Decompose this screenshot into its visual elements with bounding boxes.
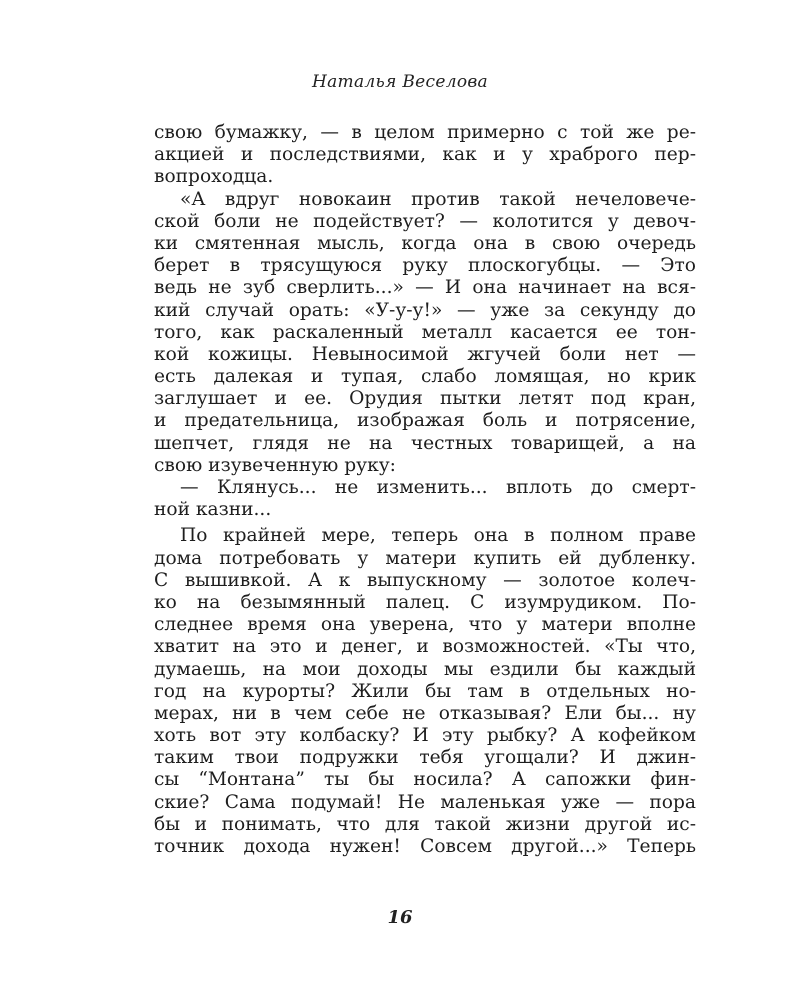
text-line: есть далекая и тупая, слабо ломящая, но крик [154, 366, 696, 388]
text-line: хватит на это и денег, и возможностей. «Ты что, [154, 636, 696, 658]
text-line: год на курорты? Жили бы там в отдельных но- [154, 680, 696, 702]
text-line: заглушает и ее. Орудия пытки летят под кран, [154, 388, 696, 410]
text-line: мерах, ни в чем себе не отказывая? Ели бы... ну [154, 702, 696, 724]
text-line: С вышивкой. А к выпускному — золотое колеч- [154, 569, 696, 591]
text-line: свою изувеченную руку: [154, 454, 396, 476]
text-line: ки смятенная мысль, когда она в свою очередь [154, 232, 696, 254]
text-line: — Клянусь... не изменить... вплоть до смерт- [180, 477, 696, 498]
text-line: думаешь, на мои доходы мы ездили бы каждый [154, 658, 696, 680]
text-line: вопроходца. [154, 166, 274, 188]
text-line: акцией и последствиями, как и у храброго пер- [154, 144, 696, 166]
text-line: ведь не зуб сверлить...» — И она начинает на вся- [154, 277, 696, 299]
text-line: следнее время она уверена, что у матери вполне [154, 614, 696, 636]
text-line: кой кожицы. Невыносимой жгучей боли нет — [154, 343, 696, 365]
text-line: ной казни... [154, 499, 272, 521]
page-number: 16 [387, 907, 413, 928]
text-line: ко на безымянный палец. С изумрудиком. По- [154, 591, 696, 613]
text-line: хоть вот эту колбаску? И эту рыбку? А кофейком [154, 725, 696, 747]
text-line: берет в трясущуюся руку плоскогубцы. — Это [154, 255, 696, 277]
text-line: сы “Монтана” ты бы носила? А сапожки фин- [154, 769, 696, 791]
text-line: дома потребовать у матери купить ей дубленку. [154, 547, 696, 569]
text-line: ской боли не подействует? — колотится у девоч- [154, 210, 696, 232]
text-line: ские? Сама подумай! Не маленькая уже — пора [154, 791, 696, 813]
text-line: таким твои подружки тебя угощали? И джин- [154, 747, 696, 769]
text-line: бы и понимать, что для такой жизни другой ис- [154, 813, 696, 835]
text-line: свою бумажку, — в целом примерно с той же ре- [154, 122, 696, 143]
text-line: «А вдруг новокаин против такой нечеловече- [180, 188, 696, 210]
text-line: По крайней мере, теперь она в полном праве [180, 525, 696, 547]
text-line: шепчет, глядя не на честных товарищей, а на [154, 432, 696, 454]
running-head-author: Наталья Веселова [312, 72, 488, 92]
text-line: того, как раскаленный металл касается ее тон- [154, 321, 696, 343]
text-line: и предательница, изображая боль и потрясение, [154, 410, 696, 432]
text-line: точник дохода нужен! Совсем другой...» Теперь [154, 836, 696, 857]
text-line: кий случай орать: «У-у-у!» — уже за секунду до [154, 299, 696, 321]
body-text [154, 122, 696, 858]
